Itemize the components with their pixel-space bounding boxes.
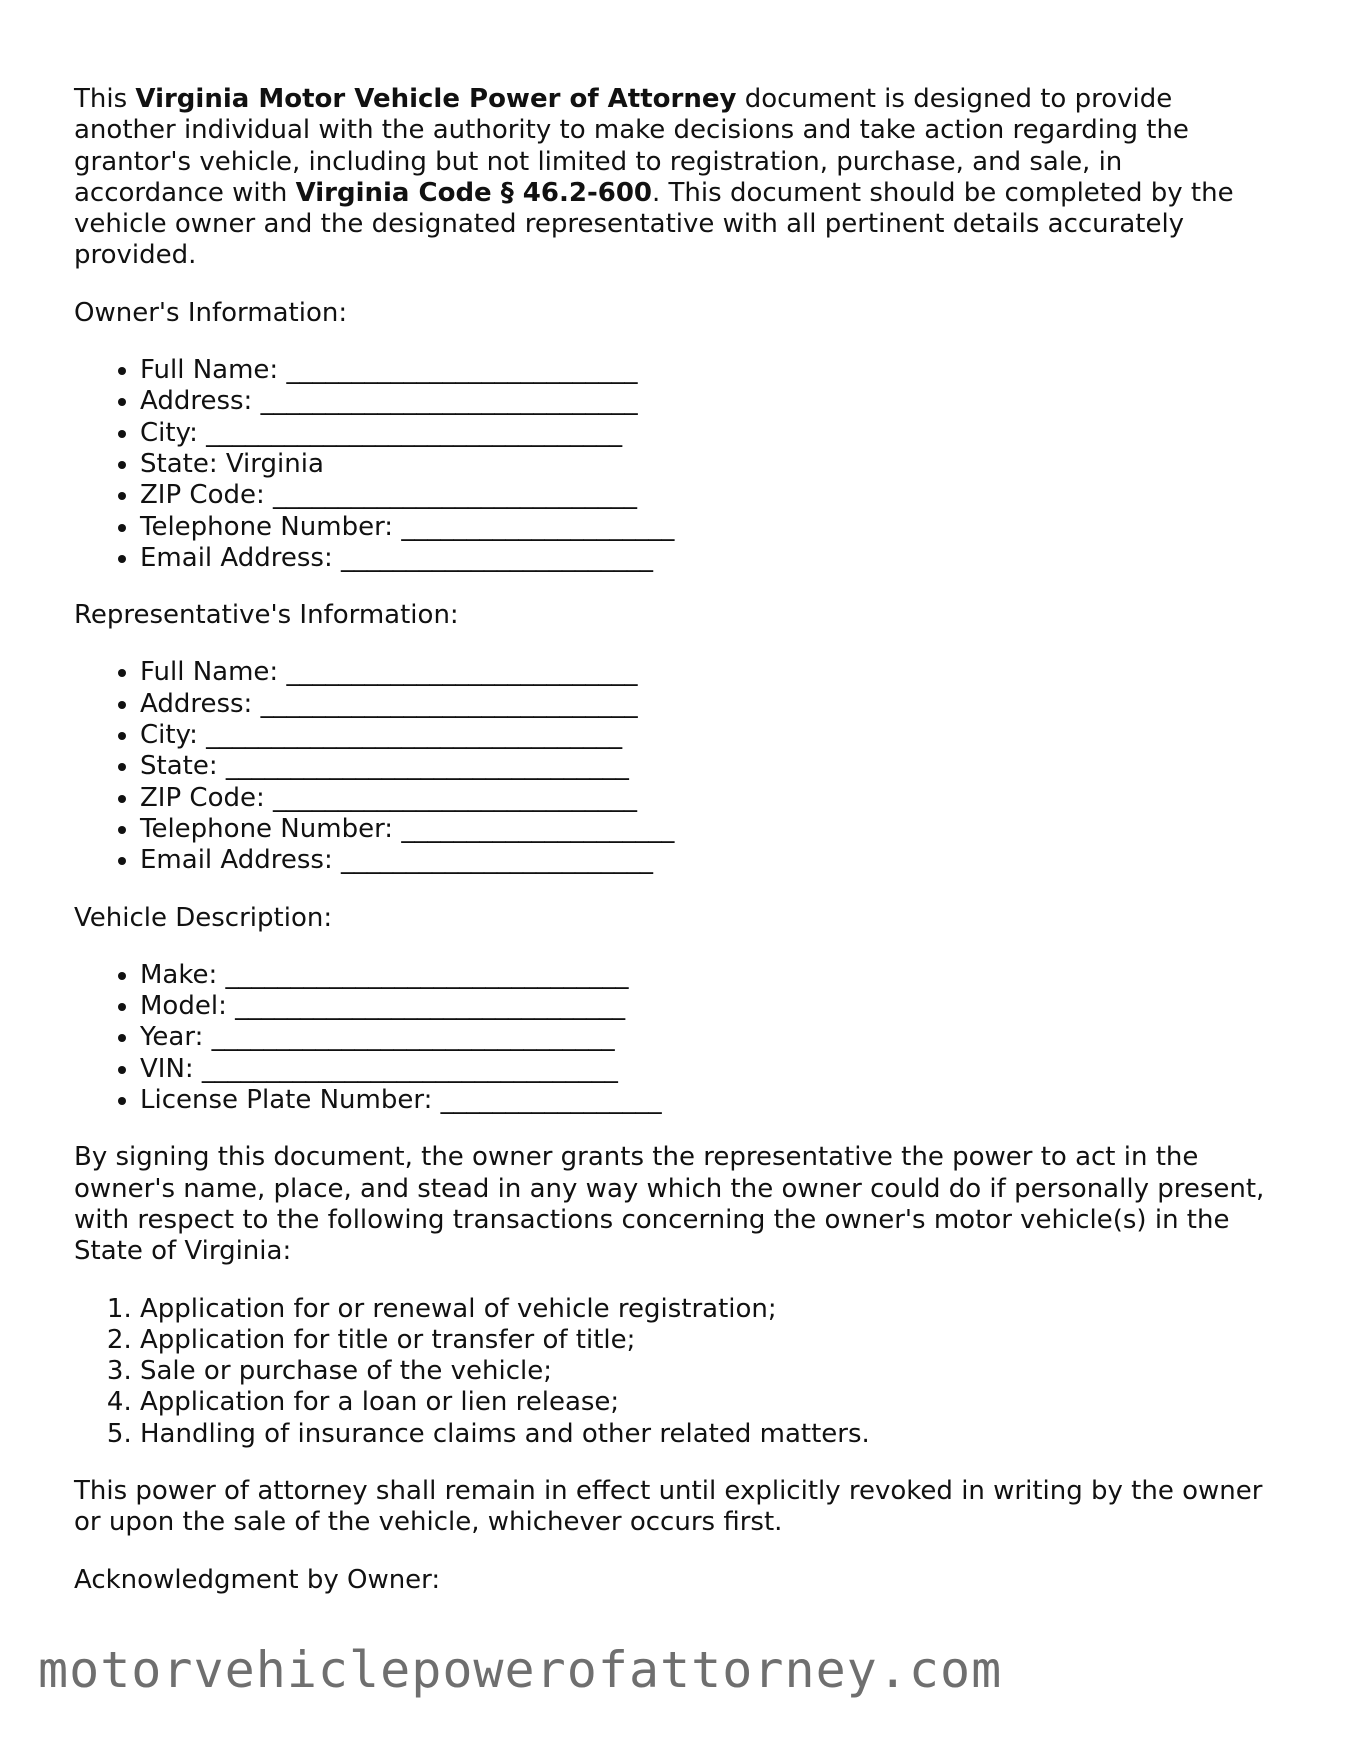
owner-zip-field: • ZIP Code: ____________________________ <box>140 480 1274 511</box>
rep-address-field: • Address: _____________________________ <box>140 689 1274 720</box>
vehicle-plate-field: • License Plate Number: _________________ <box>140 1085 1274 1116</box>
representative-section-heading: Representative's Information: <box>74 600 459 631</box>
owner-info-list <box>74 355 1274 574</box>
rep-email-field: • Email Address: ________________________ <box>140 845 1274 876</box>
transaction-item-insurance: 5. Handling of insurance claims and other related matters. <box>140 1419 1274 1450</box>
intro-text-end: . This document should be completed by the vehicle owner and the designated representative with all pertinent details accurately provided. <box>74 177 1234 271</box>
rep-phone-field: • Telephone Number: _____________________ <box>140 814 1274 845</box>
transaction-item-registration: 1. Application for or renewal of vehicle registration; <box>140 1294 1274 1325</box>
rep-zip-field: • ZIP Code: ____________________________ <box>140 783 1274 814</box>
vehicle-make-field: • Make: _______________________________ <box>140 960 1274 991</box>
grant-paragraph: By signing this document, the owner grants the representative the power to act in the owner's name, place, and stead in any way which the owner could do if personally present, with respect to the following transactions concerning the owner's motor vehicle(s) in the State of Virginia: <box>74 1142 1265 1267</box>
site-watermark: motorvehiclepowerofattorney.com <box>38 1641 1003 1699</box>
document-body <box>74 84 1274 1596</box>
vehicle-info-list <box>74 960 1274 1116</box>
rep-city-field: • City: ________________________________ <box>140 720 1274 751</box>
document-title-emphasis: Virginia Motor Vehicle Power of Attorney <box>135 84 737 114</box>
vehicle-year-field: • Year: _______________________________ <box>140 1022 1274 1053</box>
owner-city-field: • City: ________________________________ <box>140 418 1274 449</box>
vehicle-vin-field: • VIN: ________________________________ <box>140 1054 1274 1085</box>
transactions-list <box>74 1294 1274 1450</box>
transaction-item-loan: 4. Application for a loan or lien release; <box>140 1387 1274 1418</box>
intro-paragraph <box>74 84 1274 272</box>
owner-state-field: • State: Virginia <box>140 449 1274 480</box>
owner-section-heading: Owner's Information: <box>74 297 348 328</box>
effect-paragraph: This power of attorney shall remain in effect until explicitly revoked in writing by the owner or upon the sale of the vehicle, whichever occurs first. <box>74 1475 1263 1538</box>
representative-info-list <box>74 657 1274 876</box>
vehicle-model-field: • Model: ______________________________ <box>140 991 1274 1022</box>
owner-email-field: • Email Address: ________________________ <box>140 543 1274 574</box>
transaction-item-title: 2. Application for title or transfer of title; <box>140 1325 1274 1356</box>
owner-phone-field: • Telephone Number: _____________________ <box>140 512 1274 543</box>
rep-full-name-field: • Full Name: ___________________________ <box>140 657 1274 688</box>
rep-state-field: • State: _______________________________ <box>140 751 1274 782</box>
owner-address-field: • Address: _____________________________ <box>140 386 1274 417</box>
intro-text-start: This <box>74 84 136 114</box>
code-reference-emphasis: Virginia Code § 46.2-600 <box>295 177 653 208</box>
vehicle-section-heading: Vehicle Description: <box>74 902 333 933</box>
transaction-item-sale: 3. Sale or purchase of the vehicle; <box>140 1356 1274 1387</box>
intro-text-middle: document is designed to provide another individual with the authority to make decisions and take action regarding the grantor's vehicle, including but not limited to registration, purchase, and sale, in accordance with <box>74 84 1189 208</box>
owner-full-name-field: • Full Name: ___________________________ <box>140 355 1274 386</box>
acknowledgment-heading: Acknowledgment by Owner: <box>74 1564 441 1595</box>
